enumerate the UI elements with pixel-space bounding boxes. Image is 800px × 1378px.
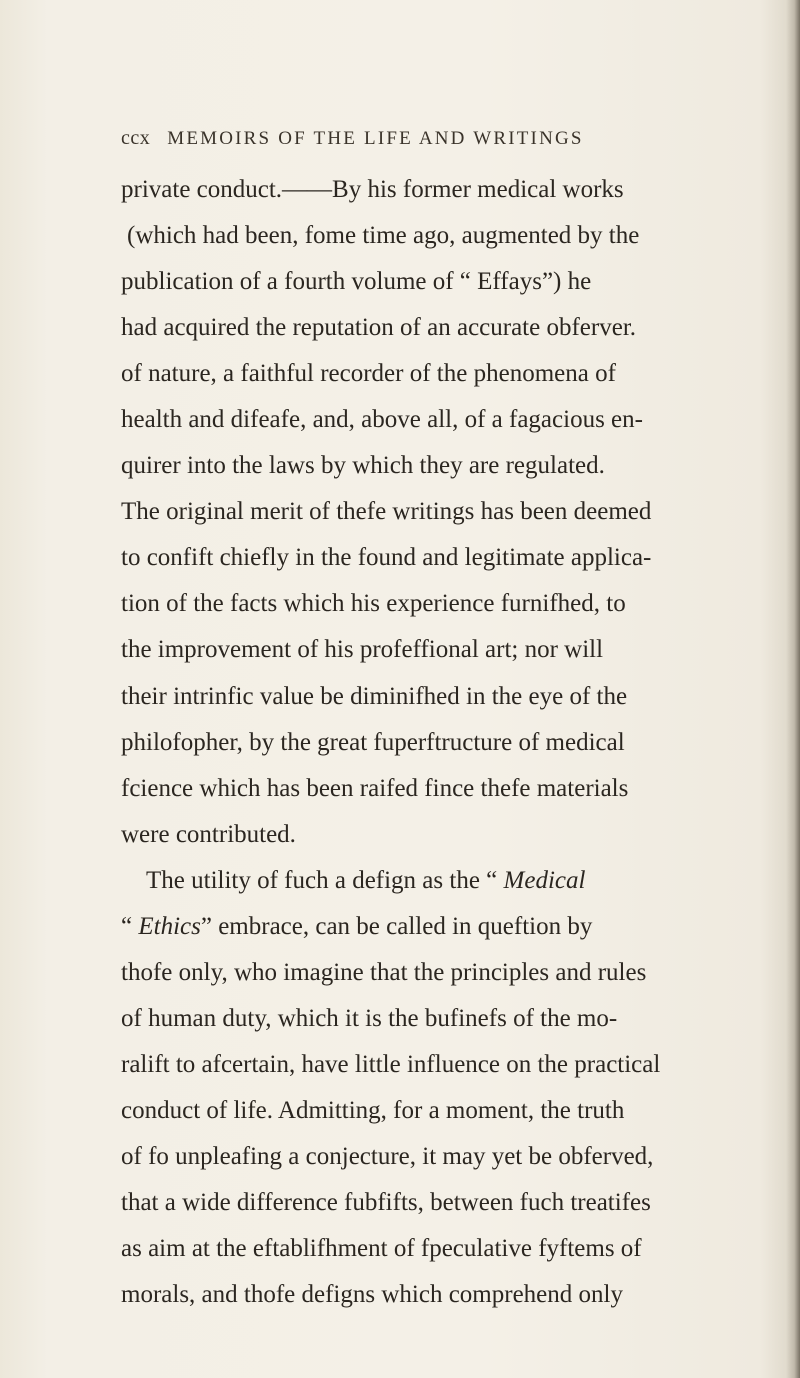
text-fragment-composed: “ Ethics” embrace, can be called in queftion by [121,912,593,940]
page-binding-shadow [786,0,800,1378]
running-head [121,127,641,150]
text-line: of human duty, which it is the bufinefs of the mo- [121,1004,618,1032]
text-line: The original merit of thefe writings has been deemed [121,498,652,526]
text-line: had acquired the reputation of an accurate obferver. [121,314,637,342]
text-line: were contributed. [121,820,296,848]
text-line: tion of the facts which his experience furnifhed, to [121,590,626,618]
text-line: of nature, a faithful recorder of the phenomena of [121,360,616,388]
text-line: conduct of life. Admitting, for a moment, the truth [121,1096,625,1124]
text-line: ralift to afcertain, have little influence on the practical [121,1050,661,1078]
text-line: that a wide difference fubfifts, between fuch treatifes [121,1189,651,1217]
body-text [121,167,771,1318]
text-line: philofopher, by the great fuperftructure of medical [121,728,625,756]
text-line: of fo unpleafing a conjecture, it may yet be obferved, [121,1142,654,1170]
text-line: the improvement of his profeffional art; nor will [121,636,604,664]
italic-fragment: Medical [503,866,586,894]
text-line: morals, and thofe defigns which comprehend only [121,1281,623,1309]
text-line-with-italic [121,858,771,904]
text-line: fcience which has been raifed fince thefe materials [121,774,629,802]
text-line: health and difeafe, and, above all, of a fagacious en- [121,406,643,434]
page-folio: ccx [121,127,151,149]
text-line: quirer into the laws by which they are regulated. [121,452,605,480]
text-line: thofe only, who imagine that the principles and rules [121,958,647,986]
italic-fragment: Ethics [138,912,201,940]
running-head-title: MEMOIRS OF THE LIFE AND WRITINGS [167,128,584,149]
text-line-with-italic [121,904,771,950]
text-line: to confift chiefly in the found and legitimate applica- [121,544,652,572]
text-line: their intrinfic value be diminifhed in the eye of the [121,682,628,710]
text-line: (which had been, fome time ago, augmented by the [127,222,640,250]
text-line: publication of a fourth volume of “ Effays”) he [121,268,592,296]
text-line: as aim at the eftablifhment of fpeculative fyftems of [121,1235,642,1263]
text-line: private conduct.——By his former medical works [121,176,624,203]
text-fragment-composed: The utility of fuch a defign as the “ Medical [146,866,586,894]
